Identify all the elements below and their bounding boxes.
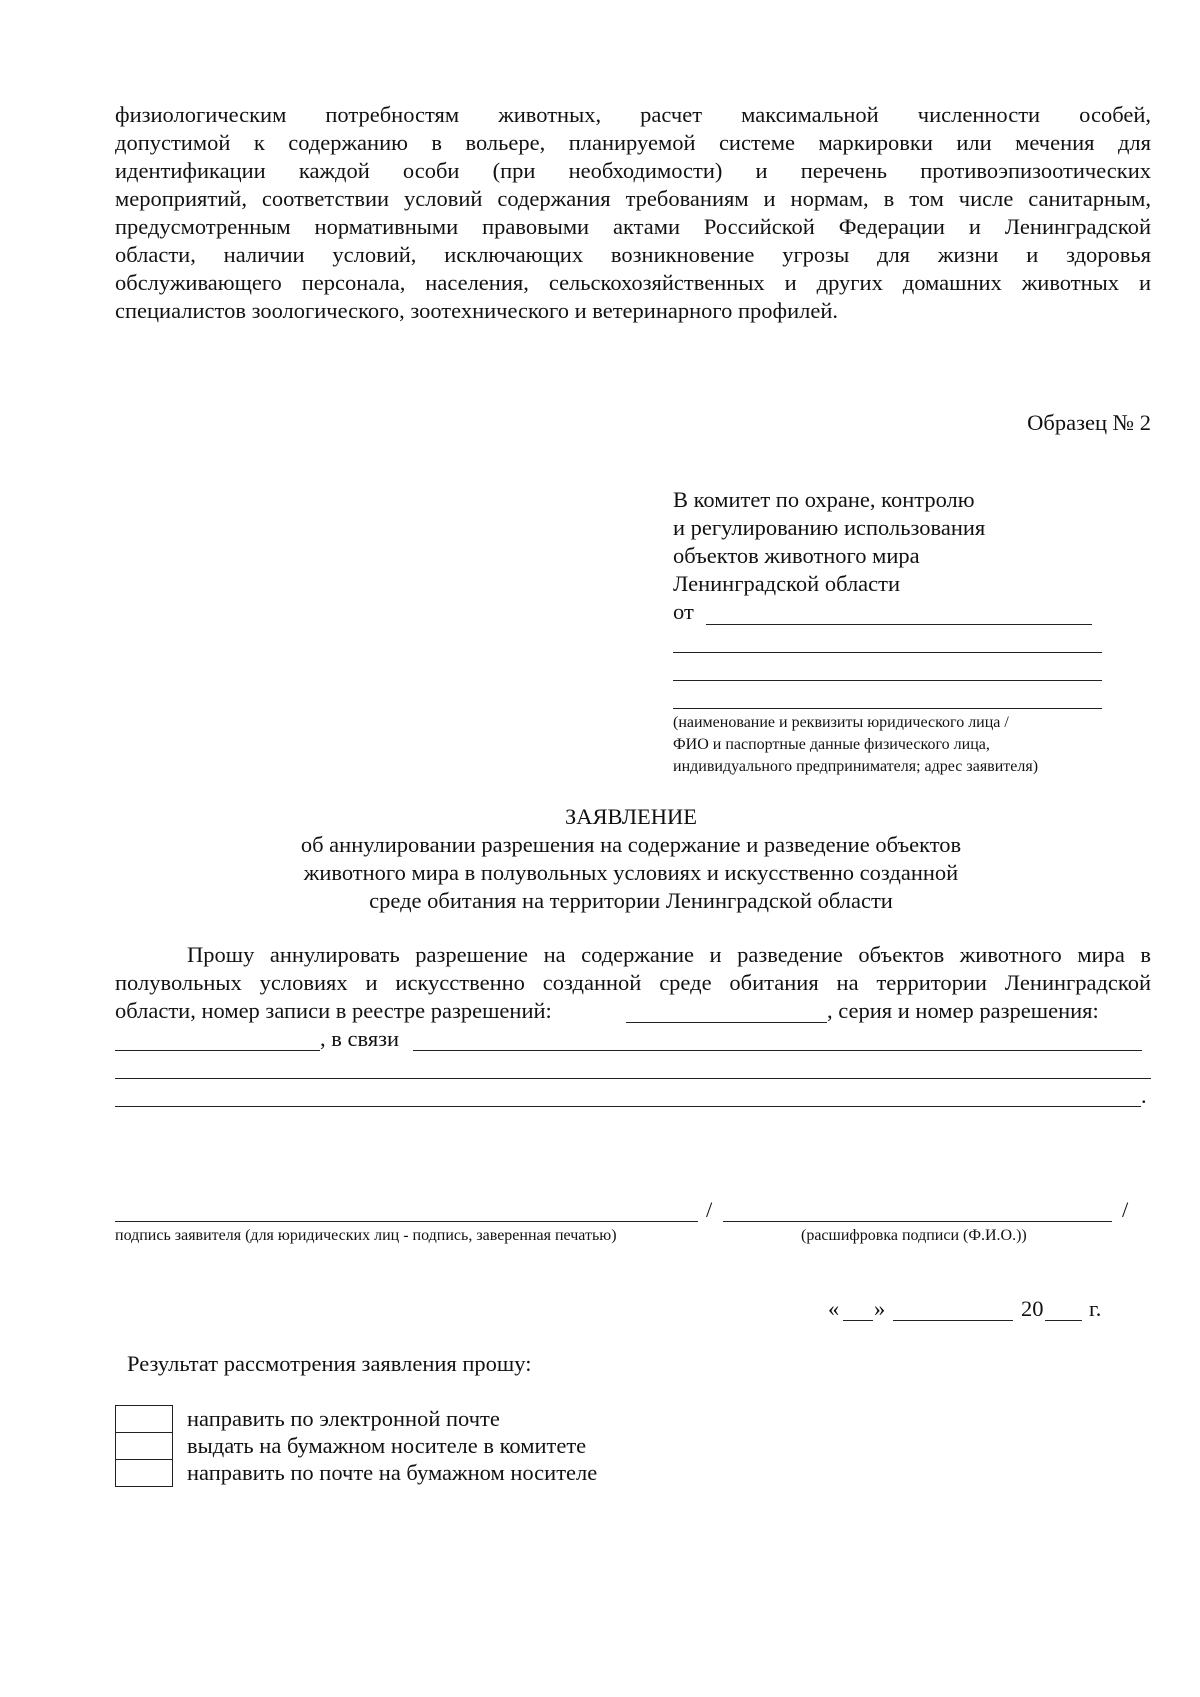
registry-number-field[interactable] xyxy=(626,1022,827,1023)
intro-line: допустимой к содержанию в вольере, планируемой системе маркировки или мечения для xyxy=(115,130,1151,155)
intro-line: предусмотренным нормативными правовыми актами Российской Федерации и Ленинградской xyxy=(115,214,1151,239)
statement-subtitle-line: среде обитания на территории Ленинградской области xyxy=(369,888,893,913)
intro-last-line: специалистов зоологического, зоотехнического и ветеринарного профилей. xyxy=(115,298,838,323)
sample-label: Образец № 2 xyxy=(1027,410,1151,435)
applicant-field-line[interactable] xyxy=(673,680,1102,681)
addressee-line: и регулированию использования xyxy=(673,515,986,540)
date-day-field[interactable] xyxy=(843,1320,873,1321)
reason-field[interactable] xyxy=(413,1050,1142,1051)
body-line-reason-label: , в связи xyxy=(320,1026,400,1051)
reason-field-line[interactable] xyxy=(115,1106,1141,1107)
statement-title: ЗАЯВЛЕНИЕ xyxy=(565,804,697,829)
intro-line: идентификации каждой особи (при необходимости) и перечень противоэпизоотических xyxy=(115,158,1151,183)
addressee-note: индивидуального предпринимателя; адрес заявителя) xyxy=(673,758,1039,775)
intro-line: мероприятий, соответствии условий содержания требованиям и нормам, в том числе санитарным, xyxy=(115,186,1151,211)
body-line-series-label: , серия и номер разрешения: xyxy=(827,998,1099,1023)
intro-line: обслуживающего персонала, населения, сельскохозяйственных и других домашних животных и xyxy=(115,270,1151,295)
signature-slash: / xyxy=(1122,1197,1129,1222)
date-close-quote: » xyxy=(874,1296,886,1321)
addressee-note: (наименование и реквизиты юридического лица / xyxy=(673,714,1009,731)
statement-subtitle-line: животного мира в полувольных условиях и искусственно созданной xyxy=(303,860,959,885)
date-month-field[interactable] xyxy=(893,1320,1013,1321)
body-line: Прошу аннулировать разрешение на содержание и разведение объектов животного мира в xyxy=(187,942,1151,967)
applicant-field-line[interactable] xyxy=(673,708,1102,709)
reason-field-line[interactable] xyxy=(115,1078,1151,1079)
decoding-caption: (расшифровка подписи (Ф.И.О.)) xyxy=(801,1227,1027,1244)
paper-committee-checkbox[interactable] xyxy=(115,1432,173,1460)
date-year-field[interactable] xyxy=(1045,1320,1082,1321)
addressee-note: ФИО и паспортные данные физического лица, xyxy=(673,736,990,753)
signature-field[interactable] xyxy=(115,1221,698,1222)
permit-number-field[interactable] xyxy=(115,1050,320,1051)
paper-mail-label: направить по почте на бумажном носителе xyxy=(187,1460,598,1485)
addressee-line: объектов животного мира xyxy=(673,543,920,568)
intro-line: физиологическим потребностям животных, расчет максимальной численности особей, xyxy=(115,102,1151,127)
from-field[interactable] xyxy=(706,624,1092,625)
signature-slash: / xyxy=(706,1197,713,1222)
intro-line: области, наличии условий, исключающих возникновение угрозы для жизни и здоровья xyxy=(115,242,1151,267)
paper-committee-label: выдать на бумажном носителе в комитете xyxy=(187,1433,587,1458)
signature-caption: подпись заявителя (для юридических лиц - подпись, заверенная печатью) xyxy=(115,1227,617,1244)
body-line-registry-label: области, номер записи в реестре разрешений: xyxy=(115,998,552,1023)
result-heading: Результат рассмотрения заявления прошу: xyxy=(127,1351,532,1376)
email-delivery-checkbox[interactable] xyxy=(115,1405,173,1433)
addressee-line: В комитет по охране, контролю xyxy=(673,487,975,512)
statement-subtitle-line: об аннулировании разрешения на содержание и разведение объектов xyxy=(300,832,962,857)
signature-decoding-field[interactable] xyxy=(723,1221,1112,1222)
from-label: от xyxy=(673,599,694,624)
addressee-line: Ленинградской области xyxy=(673,571,901,596)
date-open-quote: « xyxy=(828,1296,840,1321)
end-period: . xyxy=(1141,1083,1147,1108)
paper-mail-checkbox[interactable] xyxy=(115,1459,173,1487)
date-year-prefix: 20 xyxy=(1021,1296,1044,1321)
body-line: полувольных условиях и искусственно созданной среде обитания на территории Ленинградской xyxy=(115,970,1151,995)
email-delivery-label: направить по электронной почте xyxy=(187,1406,500,1431)
date-year-suffix: г. xyxy=(1089,1296,1102,1321)
applicant-field-line[interactable] xyxy=(673,652,1102,653)
